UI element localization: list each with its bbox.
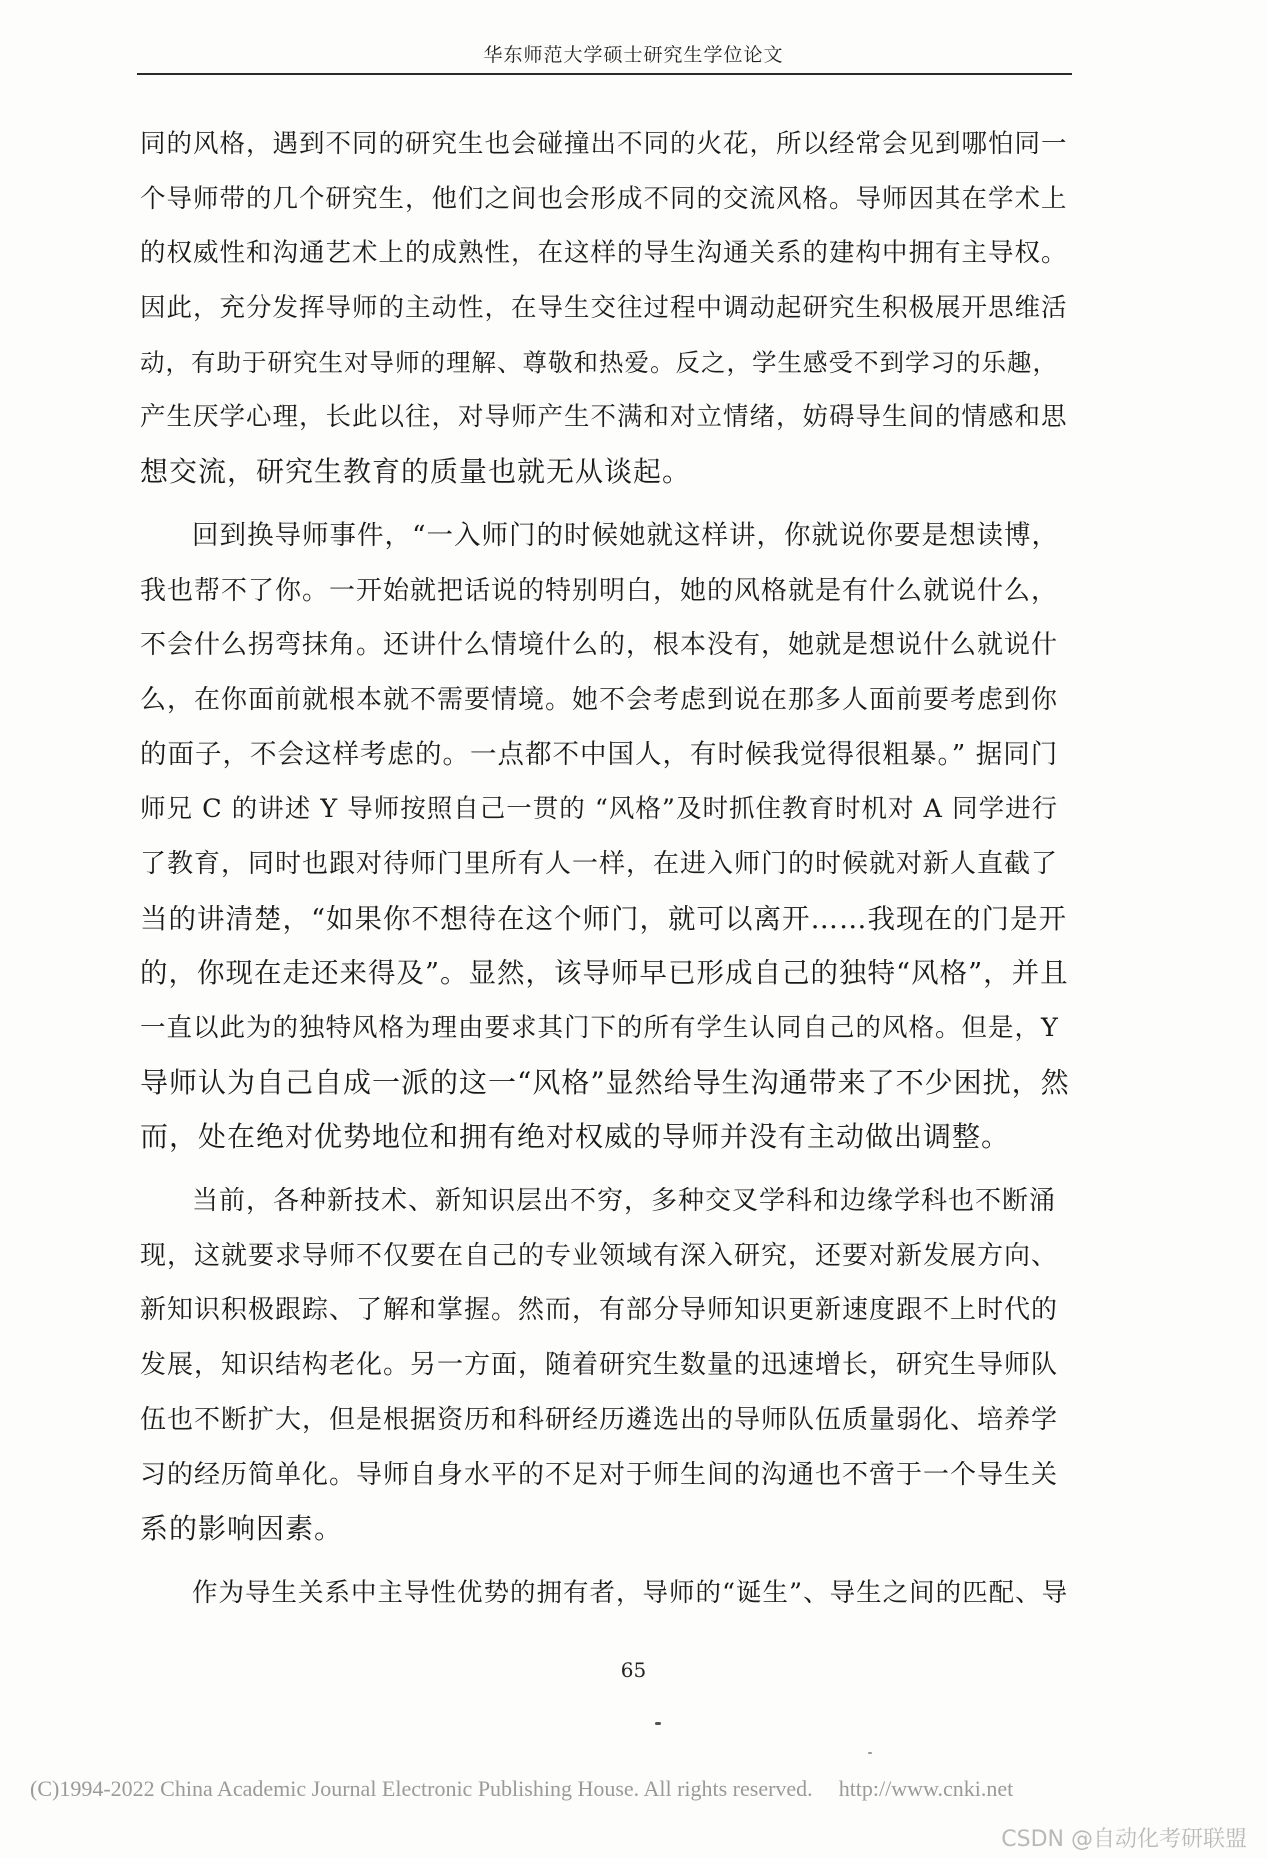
paragraph-gap — [140, 500, 1070, 509]
text-line: 不会什么拐弯抹角。还讲什么情境什么的，根本没有，她就是想说什么就说什 — [140, 630, 1059, 661]
text-line: 回到换导师事件，“一入师门的时候她就这样讲，你就说你要是想读博， — [192, 519, 1060, 551]
body-text — [140, 117, 1070, 1621]
text-line: 因此，充分发挥导师的主动性，在导生交往过程中调动起研究生积极展开思维活 — [140, 293, 1068, 324]
scan-speck — [655, 1722, 661, 1725]
header-rule — [137, 73, 1072, 75]
text-line: 系的影响因素。 — [140, 1512, 344, 1546]
scan-speck — [868, 1752, 872, 1754]
watermark: CSDN @自动化考研联盟 — [1001, 1827, 1247, 1852]
paragraph-gap — [140, 1165, 1070, 1174]
text-line: 我也帮不了你。一开始就把话说的特别明白，她的风格就是有什么就说什么， — [140, 575, 1059, 606]
text-line: 伍也不断扩大，但是根据资历和科研经历遴选出的导师队伍质量弱化、培养学 — [140, 1404, 1059, 1435]
paragraph — [140, 509, 1070, 1165]
text-line: 当前，各种新技术、新知识层出不穷，多种交叉学科和边缘学科也不断涌 — [192, 1186, 1057, 1217]
text-line: 想交流，研究生教育的质量也就无从谈起。 — [140, 455, 692, 489]
text-line: 动，有助于研究生对导师的理解、尊敬和热爱。反之，学生感受不到学习的乐趣， — [140, 347, 1058, 377]
text-line: 个导师带的几个研究生，他们之间也会形成不同的交流风格。导师因其在学术上 — [140, 183, 1068, 214]
text-line: 习的经历简单化。导师自身水平的不足对于师生间的沟通也不啻于一个导生关 — [140, 1459, 1059, 1490]
text-line: 的面子，不会这样考虑的。一点都不中国人，有时候我觉得很粗暴。” 据同门 — [140, 738, 1059, 770]
text-line: 的，你现在走还来得及”。显然，该导师早已形成自己的独特“风格”，并且 — [140, 957, 1069, 990]
text-line: 而，处在绝对优势地位和拥有绝对权威的导师并没有主动做出调整。 — [140, 1120, 1011, 1154]
copyright-text: (C)1994-2022 China Academic Journal Electronic Publishing House. All rights reserved. — [30, 1776, 813, 1801]
paragraph — [140, 117, 1070, 500]
text-line: 现，这就要求导师不仅要在自己的专业领域有深入研究，还要对新发展方向、 — [140, 1240, 1059, 1271]
source-url: http://www.cnki.net — [838, 1776, 1014, 1801]
text-line: 一直以此为的独特风格为理由要求其门下的所有学生认同自己的风格。但是，Y — [140, 1013, 1059, 1043]
text-line: 产生厌学心理，长此以往，对导师产生不满和对立情绪，妨碍导生间的情感和思 — [140, 402, 1068, 433]
paragraph — [140, 1174, 1070, 1557]
text-line: 么，在你面前就根本就不需要情境。她不会考虑到说在那多人面前要考虑到你 — [140, 684, 1059, 715]
text-line: 同的风格，遇到不同的研究生也会碰撞出不同的火花，所以经常会见到哪怕同一 — [140, 129, 1068, 159]
text-line: 作为导生关系中主导性优势的拥有者，导师的“诞生”、导生之间的匹配、导 — [192, 1577, 1069, 1608]
text-line: 发展，知识结构老化。另一方面，随着研究生数量的迅速增长，研究生导师队 — [140, 1350, 1059, 1381]
copyright-footer — [30, 1776, 1013, 1802]
paragraph-gap — [140, 1557, 1070, 1566]
page-number: 65 — [620, 1658, 647, 1682]
paragraph — [140, 1566, 1070, 1621]
text-line: 师兄 C 的讲述 Y 导师按照自己一贯的 “风格”及时抓住教育时机对 A 同学进行 — [140, 794, 1059, 825]
text-line: 导师认为自己自成一派的这一“风格”显然给导生沟通带来了不少困扰，然 — [140, 1065, 1070, 1099]
text-line: 的权威性和沟通艺术上的成熟性，在这样的导生沟通关系的建构中拥有主导权。 — [140, 238, 1068, 269]
running-header: 华东师范大学硕士研究生学位论文 — [483, 44, 784, 66]
text-line: 新知识积极跟踪、了解和掌握。然而，有部分导师知识更新速度跟不上时代的 — [140, 1295, 1059, 1326]
text-line: 当的讲清楚，“如果你不想待在这个师门，就可以离开……我现在的门是开 — [140, 902, 1068, 935]
text-line: 了教育，同时也跟对待师门里所有人一样，在进入师门的时候就对新人直截了 — [140, 848, 1059, 879]
